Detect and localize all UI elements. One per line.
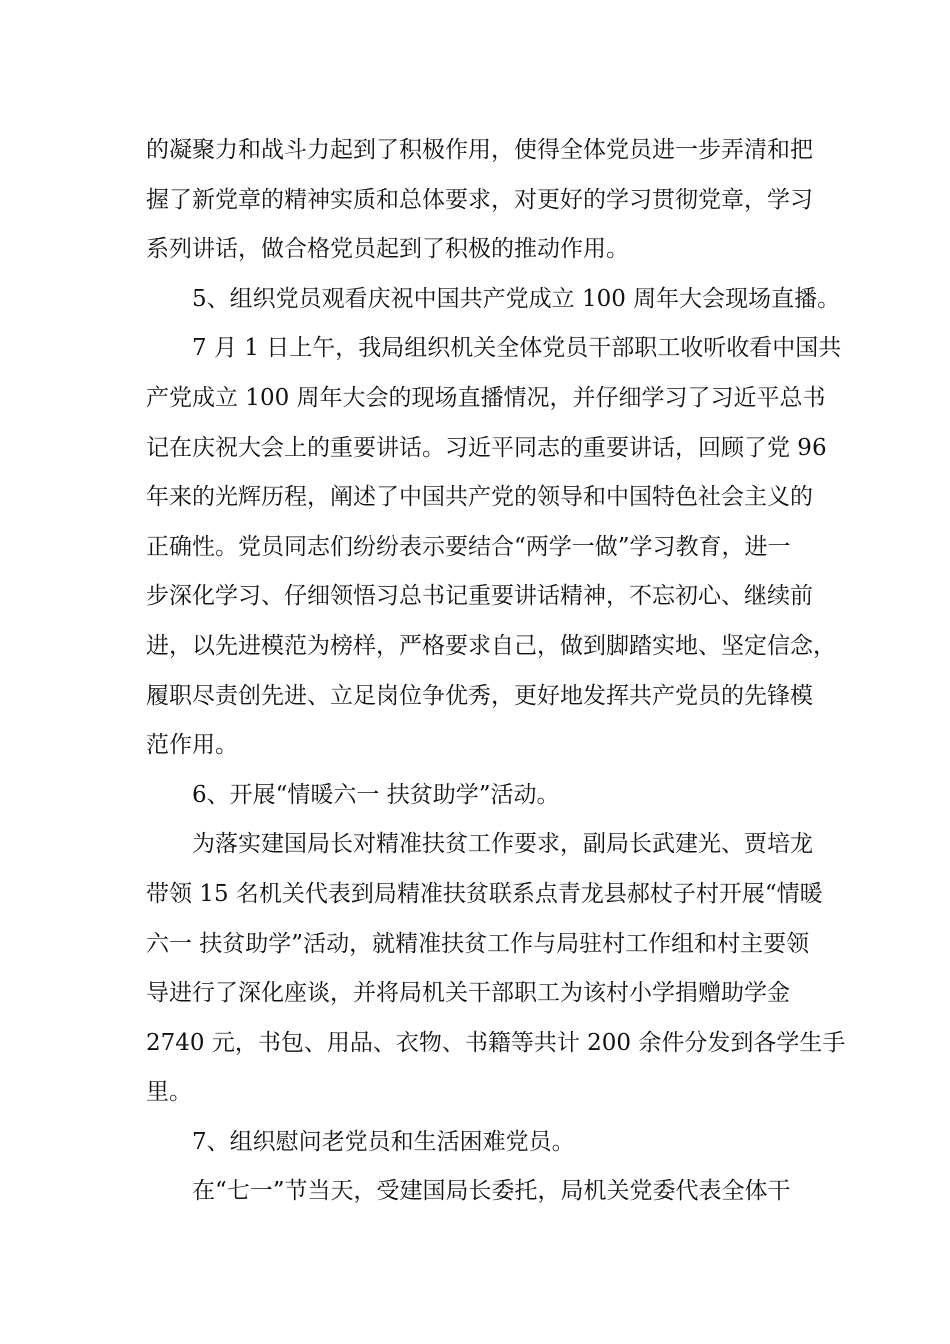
- text-line: 2740 元，书包、用品、衣物、书籍等共计 200 余件分发到各学生手: [146, 1029, 846, 1056]
- text-line: 进，以先进模范为榜样，严格要求自己，做到脚踏实地、坚定信念，: [146, 632, 836, 659]
- text-line: 年来的光辉历程，阐述了中国共产党的领导和中国特色社会主义的: [146, 484, 813, 511]
- section-heading-6: 6、开展“情暖六一 扶贫助学”活动。: [192, 781, 560, 808]
- text-line: 的凝聚力和战斗力起到了积极作用，使得全体党员进一步弄清和把: [146, 137, 813, 163]
- text-line: 范作用。: [146, 732, 238, 759]
- text-line: 7 月 1 日上午，我局组织机关全体党员干部职工收听收看中国共: [192, 335, 842, 362]
- section-heading-5: 5、组织党员观看庆祝中国共产党成立 100 周年大会现场直播。: [192, 285, 841, 312]
- text-line: 正确性。党员同志们纷纷表示要结合“两学一做”学习教育，进一: [146, 533, 791, 560]
- text-line: 在“七一”节当天，受建国局长委托，局机关党委代表全体干: [192, 1178, 791, 1205]
- text-line: 履职尽责创先进、立足岗位争优秀，更好地发挥共产党员的先锋模: [146, 682, 813, 709]
- text-line: 握了新党章的精神实质和总体要求，对更好的学习贯彻党章，学习: [146, 186, 813, 213]
- text-line: 步深化学习、仔细领悟习总书记重要讲话精神，不忘初心、继续前: [146, 583, 813, 610]
- text-line: 带领 15 名机关代表到局精准扶贫联系点青龙县郝杖子村开展“情暖: [146, 880, 823, 907]
- text-line: 导进行了深化座谈，并将局机关干部职工为该村小学捐赠助学金: [146, 980, 790, 1007]
- text-line: 记在庆祝大会上的重要讲话。习近平同志的重要讲话，回顾了党 96: [146, 434, 827, 461]
- text-line: 系列讲话，做合格党员起到了积极的推动作用。: [146, 236, 629, 263]
- text-line: 产党成立 100 周年大会的现场直播情况，并仔细学习了习近平总书: [146, 384, 826, 411]
- section-heading-7: 7、组织慰问老党员和生活困难党员。: [192, 1128, 575, 1155]
- text-line: 里。: [146, 1079, 192, 1106]
- text-line: 六一 扶贫助学”活动，就精准扶贫工作与局驻村工作组和村主要领: [146, 930, 810, 957]
- text-line: 为落实建国局长对精准扶贫工作要求，副局长武建光、贾培龙: [192, 831, 813, 858]
- document-body: [146, 126, 846, 1217]
